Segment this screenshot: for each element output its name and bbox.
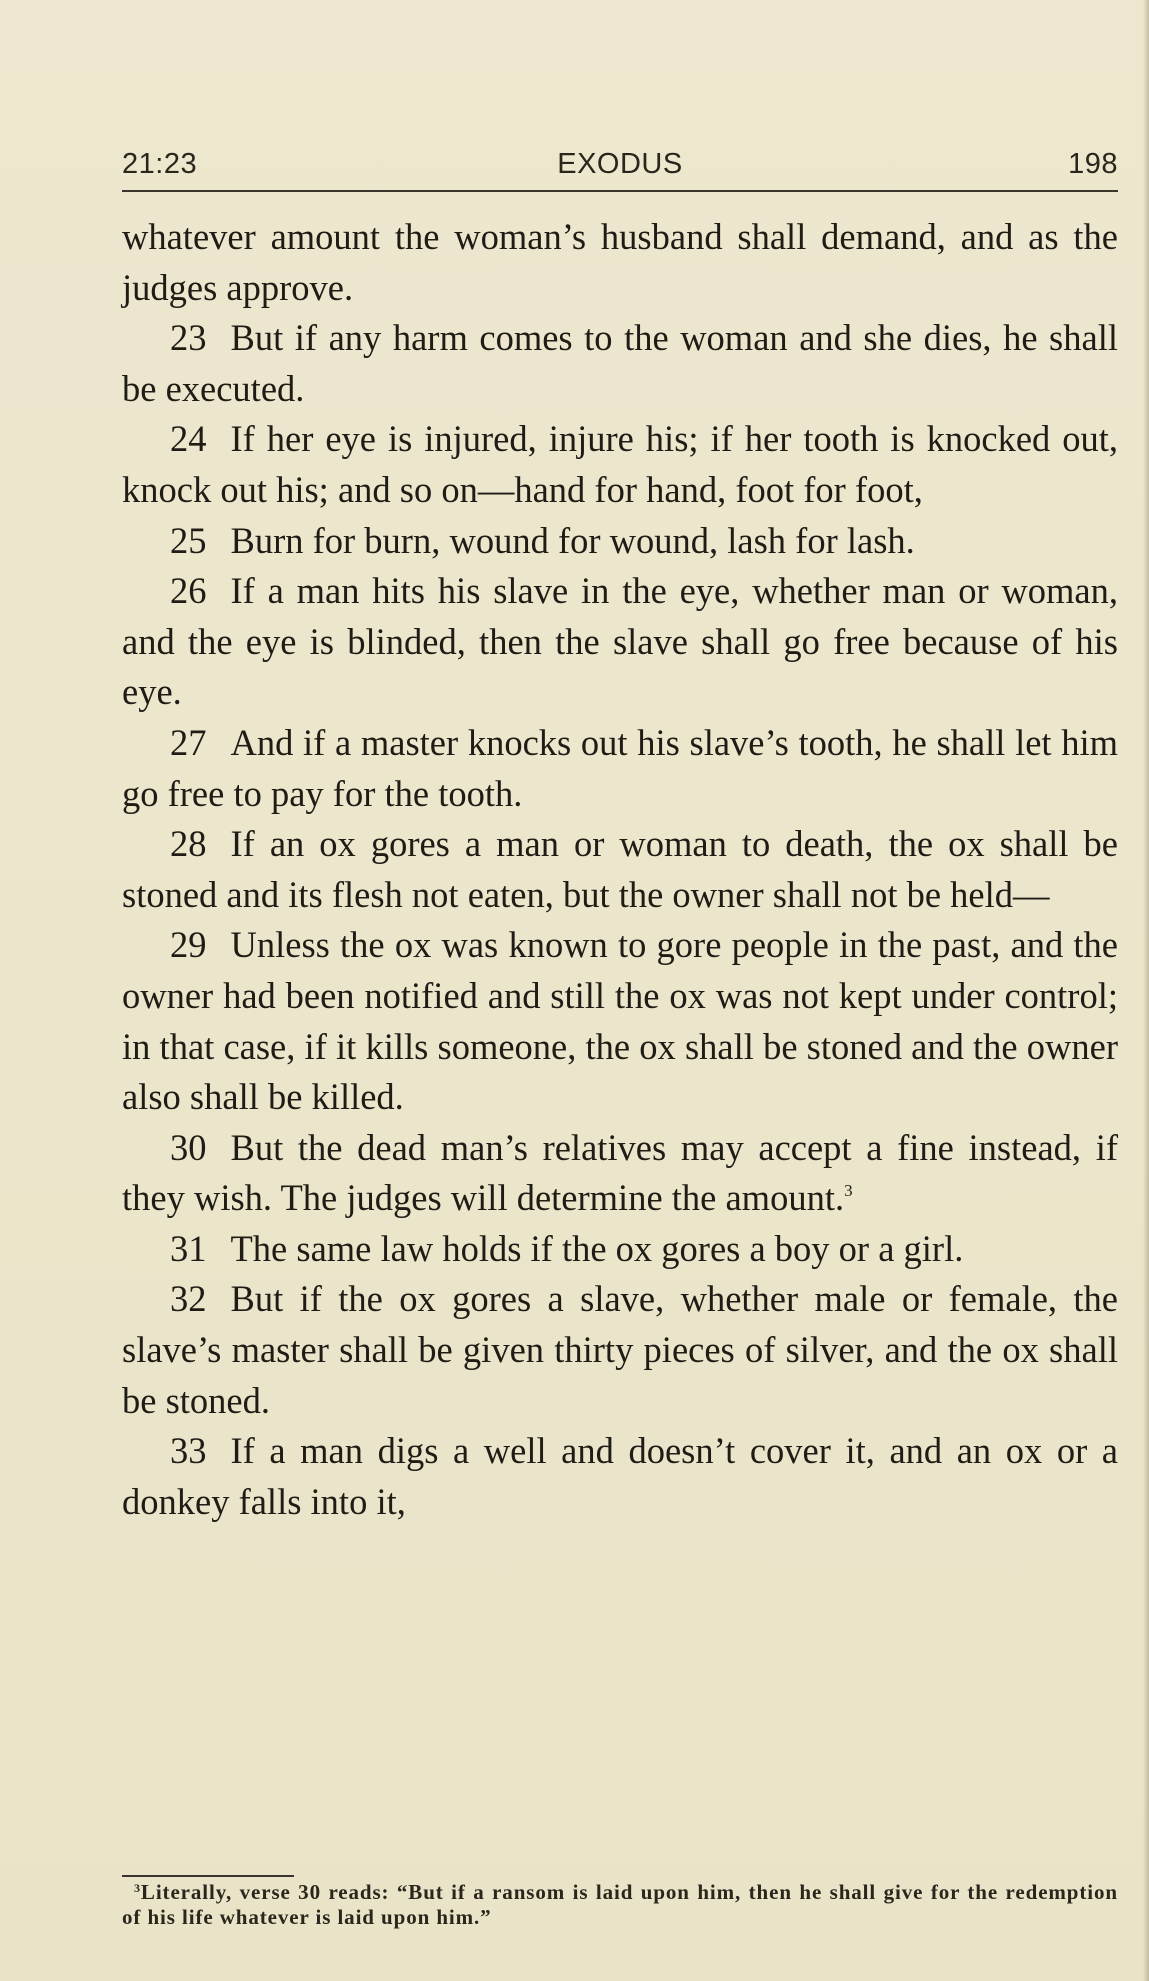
verse-28 <box>122 819 1118 920</box>
header-divider <box>122 190 1118 192</box>
verse-number: 33 <box>170 1430 207 1472</box>
verse-number: 27 <box>170 721 207 763</box>
verse-text: And if a master knocks out his slave’s tooth, he shall let him go free to pay for the tooth. <box>122 721 1118 814</box>
verse-32 <box>122 1274 1118 1426</box>
verse-number: 25 <box>170 519 207 561</box>
verse-24 <box>122 414 1118 515</box>
verse-number: 30 <box>170 1126 207 1168</box>
verse-text: The same law holds if the ox gores a boy or a girl. <box>230 1227 964 1269</box>
verse-33 <box>122 1426 1118 1527</box>
verse-number: 28 <box>170 823 207 865</box>
scripture-text <box>122 212 1118 1527</box>
verse-number: 31 <box>170 1227 207 1269</box>
verse-text: If a man digs a well and doesn’t cover it, and an ox or a donkey falls into it, <box>122 1430 1118 1522</box>
verse-27 <box>122 718 1118 819</box>
verse-25 <box>122 516 1118 567</box>
verse-number: 26 <box>170 570 207 612</box>
verse-23 <box>122 313 1118 414</box>
footnote-text: Literally, verse 30 reads: “But if a ransom is laid upon him, then he shall give for the redemption of his life whatever is laid upon him.” <box>122 1880 1118 1929</box>
verse-number: 24 <box>170 418 207 460</box>
verse-number: 29 <box>170 924 207 966</box>
footnote-mark: 3 <box>134 1881 141 1895</box>
verse-30 <box>122 1123 1118 1224</box>
footnote-reference: 3 <box>844 1181 853 1201</box>
verse-text: If a man hits his slave in the eye, whether man or woman, and the eye is blinded, then the slave shall go free because of his eye. <box>122 570 1118 713</box>
page-edge-shadow <box>1143 0 1149 1981</box>
footnote <box>122 1880 1118 1930</box>
verse-text: If her eye is injured, injure his; if her tooth is knocked out, knock out his; and so on—hand for hand, foot for foot, <box>122 418 1118 510</box>
verse-number: 23 <box>170 317 207 359</box>
verse-text: Burn for burn, wound for wound, lash for lash. <box>230 519 915 561</box>
verse-text: But the dead man’s relatives may accept a fine instead, if they wish. The judges will determine the amount. <box>122 1126 1118 1219</box>
verse-text: But if the ox gores a slave, whether male or female, the slave’s master shall be given thirty pieces of silver, and the ox shall be stoned. <box>122 1278 1118 1421</box>
verse-31 <box>122 1224 1118 1275</box>
verse-text: Unless the ox was known to gore people in the past, and the owner had been notified and still the ox was not kept under control; in that case, if it kills someone, the ox shall be stoned and the owner also shall be killed. <box>122 924 1118 1118</box>
page-number: 198 <box>1068 148 1118 180</box>
chapter-verse-reference: 21:23 <box>122 148 198 180</box>
verse-text: But if any harm comes to the woman and she dies, he shall be executed. <box>122 317 1118 409</box>
verse-29 <box>122 920 1118 1122</box>
continued-paragraph: whatever amount the woman’s husband shall demand, and as the judges approve. <box>122 216 1118 308</box>
book-title: EXODUS <box>557 148 683 180</box>
verse-text: If an ox gores a man or woman to death, the ox shall be stoned and its flesh not eaten, but the owner shall not be held— <box>122 823 1118 915</box>
verse-number: 32 <box>170 1278 207 1320</box>
footnote-divider <box>122 1875 294 1877</box>
running-header <box>122 148 1118 190</box>
verse-26 <box>122 566 1118 718</box>
